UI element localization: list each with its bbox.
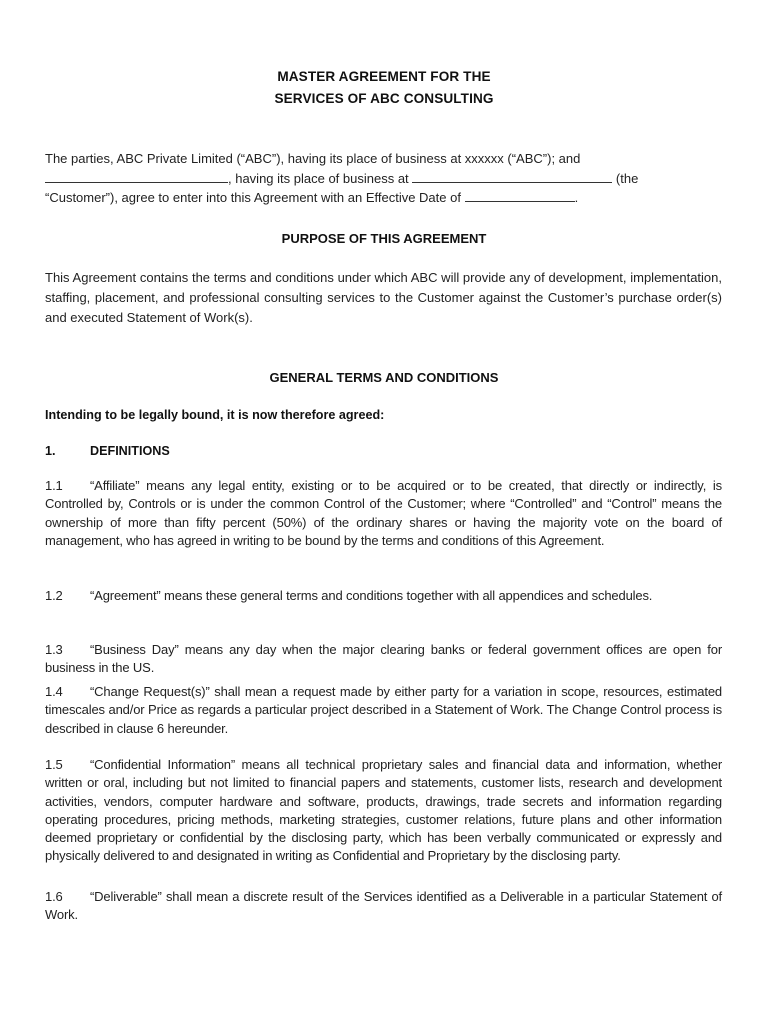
section-number: 1. xyxy=(45,444,56,458)
clause-1-3 xyxy=(45,641,722,678)
parties-text-4: “Customer”), agree to enter into this Agreement with an Effective Date of xyxy=(45,190,461,206)
clause-1-1 xyxy=(45,477,722,550)
clause-text: “Deliverable” shall mean a discrete result of the Services identified as a Deliverable in a particular Statement of Work. xyxy=(45,889,722,923)
clause-text: “Confidential Information” means all technical proprietary sales and financial data and information, whether written or oral, including but not limited to financial papers and statements, customer lists, research and development activities, vendors, computer hardware and software, products, drawings, trade secrets and information regarding operating procedures, pricing methods, marketing strategies, customer relations, future plans and other information deemed proprietary or confidential by the disclosing party, which has been verbally communicated or expressly and physically delivered to and designated in writing as Confidential and Proprietary by the disclosing party. xyxy=(45,757,722,864)
clause-1-6 xyxy=(45,888,722,925)
intending-statement: Intending to be legally bound, it is now therefore agreed: xyxy=(45,408,385,422)
clause-text: “Change Request(s)” shall mean a request made by either party for a variation in scope, resources, estimated timescales and/or Price as regards a particular project described in a Statement of Work. The Change Control process is described in clause 6 hereunder. xyxy=(45,684,722,736)
clause-number: 1.5 xyxy=(45,757,63,772)
clause-text: “Agreement” means these general terms and conditions together with all appendices and schedules. xyxy=(90,588,653,603)
parties-text-5: . xyxy=(574,190,579,206)
clause-1-5 xyxy=(45,756,722,866)
clause-number: 1.1 xyxy=(45,478,63,493)
section-title: DEFINITIONS xyxy=(90,444,170,458)
purpose-paragraph: This Agreement contains the terms and conditions under which ABC will provide any of development, implementation, staffing, placement, and professional consulting services to the Customer against the Customer’s purchase order(s) and executed Statement of Work(s). xyxy=(45,270,722,326)
clause-number: 1.6 xyxy=(45,889,63,904)
parties-paragraph xyxy=(45,149,722,208)
clause-number: 1.3 xyxy=(45,642,63,657)
clause-text: “Business Day” means any day when the major clearing banks or federal government offices are open for business in the US. xyxy=(45,642,722,676)
parties-text-1: The parties, ABC Private Limited (“ABC”), having its place of business at xxxxxx (“ABC”); and xyxy=(45,151,581,166)
customer-name-blank[interactable] xyxy=(45,170,228,183)
clause-1-2 xyxy=(45,587,722,605)
parties-text-2: , having its place of business at xyxy=(228,170,409,186)
customer-address-blank[interactable] xyxy=(412,170,612,183)
clause-number: 1.4 xyxy=(45,684,63,699)
parties-text-3: (the xyxy=(615,170,639,186)
clause-number: 1.2 xyxy=(45,588,63,603)
clause-text: “Affiliate” means any legal entity, existing or to be acquired or to be created, that directly or indirectly, is Controlled by, Controls or is under the common Control of the Customer; where “Controlled” and “Control” means the ownership of more than fifty percent (50%) of the ordinary shares or having the majority vote on the board of management, who has agreed in writing to be bound by the terms and conditions of this Agreement. xyxy=(45,478,722,548)
section-definitions-heading xyxy=(45,442,170,460)
effective-date-blank[interactable] xyxy=(465,189,575,202)
general-terms-heading: GENERAL TERMS AND CONDITIONS xyxy=(269,370,499,385)
purpose-heading: PURPOSE OF THIS AGREEMENT xyxy=(281,231,487,246)
document-title-line-1: MASTER AGREEMENT FOR THE xyxy=(277,69,491,84)
document-title-line-2: SERVICES OF ABC CONSULTING xyxy=(274,91,494,106)
clause-1-4 xyxy=(45,683,722,738)
